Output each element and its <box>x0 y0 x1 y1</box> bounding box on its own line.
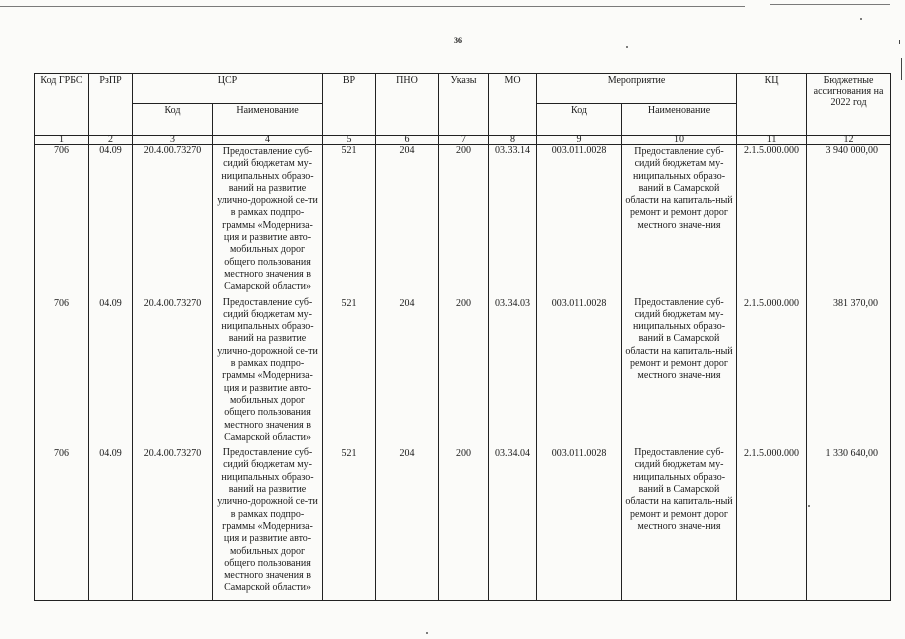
cell-pno: 204 <box>376 446 439 601</box>
cell-mo: 03.34.04 <box>489 446 537 601</box>
column-number: 1 <box>35 136 89 145</box>
cell-rzpr: 04.09 <box>89 296 133 447</box>
cell-kc: 2.1.5.000.000 <box>737 446 807 601</box>
column-number: 2 <box>89 136 133 145</box>
cell-kc: 2.1.5.000.000 <box>737 296 807 447</box>
cell-ukazy: 200 <box>439 446 489 601</box>
scan-speck <box>626 46 628 48</box>
cell-csr-name: Предоставление суб-сидий бюджетам му-ниципальных образо-ваний на развитие улично-дорожной се-ти в рамках подпро-граммы «Модерниза-ция и развитие авто-мобильных дорог общего пользования местного значения в Самарской области» <box>213 296 323 447</box>
header-meropriyatie: Мероприятие <box>537 74 737 104</box>
cell-grbs: 706 <box>35 145 89 296</box>
cell-vr: 521 <box>323 296 376 447</box>
cell-amount: 381 370,00 <box>807 296 891 447</box>
header-mer-name: Наименование <box>622 104 737 136</box>
scan-speck <box>860 18 862 20</box>
scan-top-line-right <box>770 4 890 5</box>
header-rzpr: РзПР <box>89 74 133 136</box>
header-vr: ВР <box>323 74 376 136</box>
column-number: 4 <box>213 136 323 145</box>
column-number: 11 <box>737 136 807 145</box>
cell-mo: 03.34.03 <box>489 296 537 447</box>
header-mo: МО <box>489 74 537 136</box>
scan-edge-mark <box>901 58 902 80</box>
header-pno: ПНО <box>376 74 439 136</box>
cell-csr-code: 20.4.00.73270 <box>133 296 213 447</box>
header-csr-name: Наименование <box>213 104 323 136</box>
header-csr: ЦСР <box>133 74 323 104</box>
column-number: 12 <box>807 136 891 145</box>
cell-vr: 521 <box>323 145 376 296</box>
cell-rzpr: 04.09 <box>89 145 133 296</box>
cell-csr-code: 20.4.00.73270 <box>133 145 213 296</box>
cell-grbs: 706 <box>35 446 89 601</box>
cell-rzpr: 04.09 <box>89 446 133 601</box>
table-row <box>35 446 891 601</box>
table-row <box>35 145 891 296</box>
scan-speck <box>426 632 428 634</box>
cell-vr: 521 <box>323 446 376 601</box>
header-budget: Бюджетные ассигнования на 2022 год <box>807 74 891 136</box>
cell-amount: 3 940 000,00 <box>807 145 891 296</box>
cell-csr-name: Предоставление суб-сидий бюджетам му-ниципальных образо-ваний на развитие улично-дорожной се-ти в рамках подпро-граммы «Модерниза-ция и развитие авто-мобильных дорог общего пользования местного значения в Самарской области» <box>213 145 323 296</box>
column-number: 8 <box>489 136 537 145</box>
column-number: 7 <box>439 136 489 145</box>
page-number: 36 <box>454 36 462 45</box>
column-number: 3 <box>133 136 213 145</box>
scan-edge-mark <box>899 40 900 44</box>
column-number: 10 <box>622 136 737 145</box>
cell-ukazy: 200 <box>439 145 489 296</box>
cell-mer-name: Предоставление суб-сидий бюджетам му-ниципальных образо-ваний в Самарской области на капиталь-ный ремонт и ремонт дорог местного значе-ния <box>622 446 737 601</box>
cell-pno: 204 <box>376 145 439 296</box>
scan-top-line <box>0 6 745 7</box>
column-number: 6 <box>376 136 439 145</box>
cell-csr-code: 20.4.00.73270 <box>133 446 213 601</box>
header-kc: КЦ <box>737 74 807 136</box>
cell-grbs: 706 <box>35 296 89 447</box>
cell-mer-code: 003.011.0028 <box>537 296 622 447</box>
cell-pno: 204 <box>376 296 439 447</box>
cell-mer-name: Предоставление суб-сидий бюджетам му-ниципальных образо-ваний в Самарской области на капиталь-ный ремонт и ремонт дорог местного значе-ния <box>622 296 737 447</box>
header-kod-grbs: Код ГРБС <box>35 74 89 136</box>
header-mer-kod: Код <box>537 104 622 136</box>
cell-mer-code: 003.011.0028 <box>537 446 622 601</box>
cell-mer-name: Предоставление суб-сидий бюджетам му-ниципальных образо-ваний в Самарской области на капиталь-ный ремонт и ремонт дорог местного значе-ния <box>622 145 737 296</box>
header-csr-kod: Код <box>133 104 213 136</box>
cell-mer-code: 003.011.0028 <box>537 145 622 296</box>
cell-kc: 2.1.5.000.000 <box>737 145 807 296</box>
table-row <box>35 296 891 447</box>
column-number: 9 <box>537 136 622 145</box>
cell-csr-name: Предоставление суб-сидий бюджетам му-ниципальных образо-ваний на развитие улично-дорожной се-ти в рамках подпро-граммы «Модерниза-ция и развитие авто-мобильных дорог общего пользования местного значения в Самарской области» <box>213 446 323 601</box>
budget-table <box>34 73 891 601</box>
header-ukazy: Указы <box>439 74 489 136</box>
cell-ukazy: 200 <box>439 296 489 447</box>
cell-mo: 03.33.14 <box>489 145 537 296</box>
column-number: 5 <box>323 136 376 145</box>
cell-amount: 1 330 640,00 <box>807 446 891 601</box>
